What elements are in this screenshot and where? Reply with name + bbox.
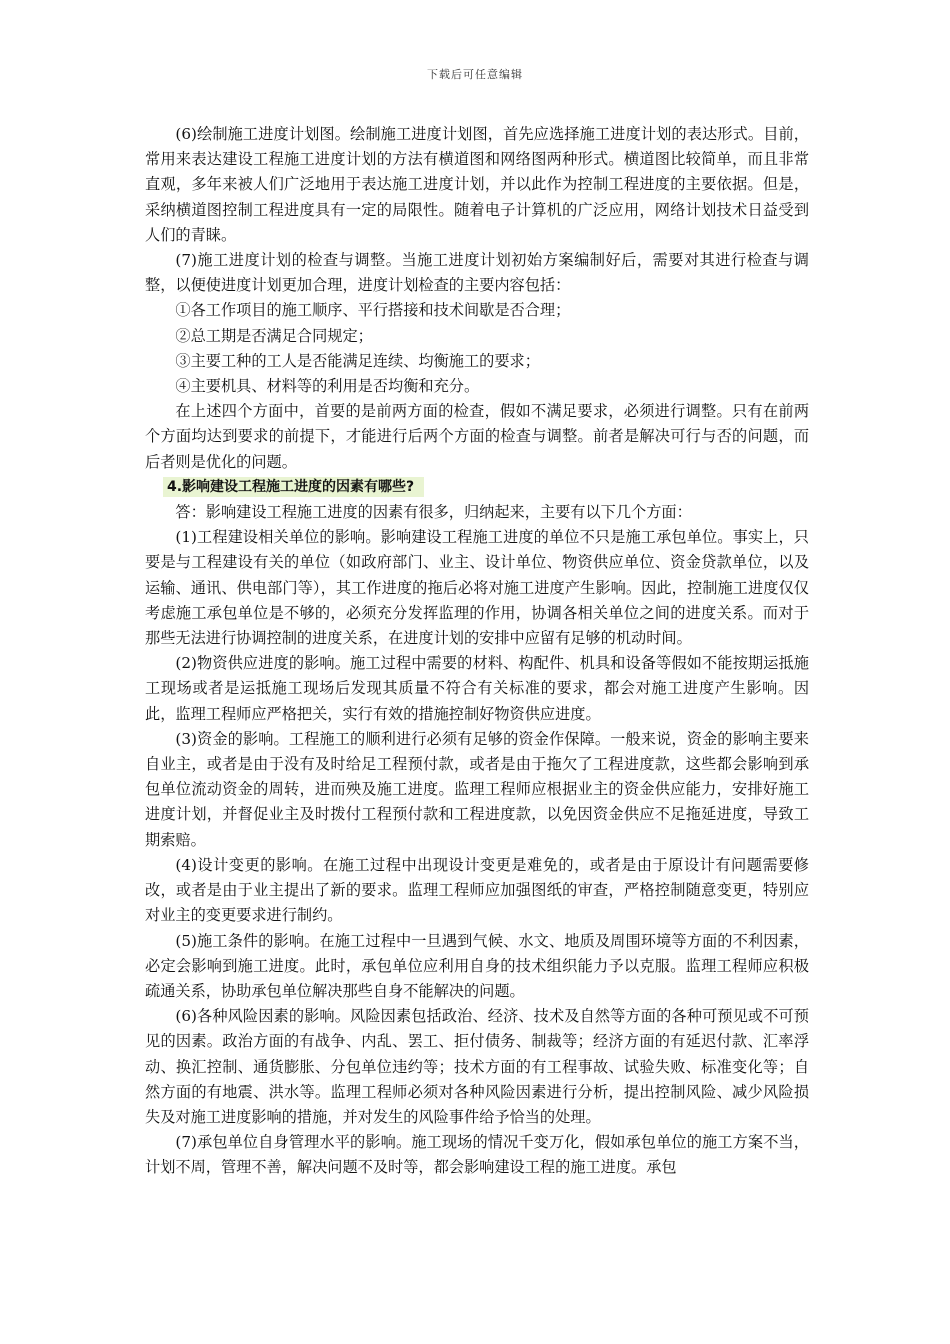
paragraph-item-6-progress-chart: (6)绘制施工进度计划图。绘制施工进度计划图，首先应选择施工进度计划的表达形式。目前，常用来表达建设工程施工进度计划的方法有横道图和网络图两种形式。横道图比较简单，而且非常直观，多年来被人们广泛地用于表达施工进度计划，并以此作为控制工程进度的主要依据。但是，采纳横道图控制工程进度具有一定的局限性。随着电子计算机的广泛应用，网络计划技术日益受到人们的青睐。	[145, 125, 809, 244]
document-body	[145, 122, 809, 1181]
factor-6-risks: (6)各种风险因素的影响。风险因素包括政治、经济、技术及自然等方面的各种可预见或不可预见的因素。政治方面的有战争、内乱、罢工、拒付债务、制裁等；经济方面的有延迟付款、汇率浮动、换汇控制、通货膨胀、分包单位违约等；技术方面的有工程事故、试验失败、标准变化等；自然方面的有地震、洪水等。监理工程师必须对各种风险因素进行分析，提出控制风险、减少风险损失及对施工进度影响的措施，并对发生的风险事件给予恰当的处理。	[145, 1007, 809, 1126]
paragraph-item-7-check-adjust: (7)施工进度计划的检查与调整。当施工进度计划初始方案编制好后，需要对其进行检查与调整，以便使进度计划更加合理，进度计划检查的主要内容包括：	[145, 251, 809, 295]
check-item-1: ①各工作项目的施工顺序、平行搭接和技术间歇是否合理；	[175, 301, 571, 320]
factor-3-funding: (3)资金的影响。工程施工的顺利进行必须有足够的资金作保障。一般来说，资金的影响主要来自业主，或者是由于没有及时给足工程预付款，或者是由于拖欠了工程进度款，这些都会影响到承包单位流动资金的周转，进而殃及施工进度。监理工程师应根据业主的资金供应能力，安排好施工进度计划，并督促业主及时拨付工程预付款和工程进度款，以免因资金供应不足拖延进度，导致工期索赔。	[145, 729, 809, 849]
factor-1-related-units: (1)工程建设相关单位的影响。影响建设工程施工进度的单位不只是施工承包单位。事实上，只要是与工程建设有关的单位（如政府部门、业主、设计单位、物资供应单位、资金贷款单位，以及运输、通讯、供电部门等），其工作进度的拖后必将对施工进度产生影响。因此，控制施工进度仅仅考虑施工承包单位是不够的，必须充分发挥监理的作用，协调各相关单位之间的进度关系。而对于那些无法进行协调控制的进度关系，在进度计划的安排中应留有足够的机动时间。	[145, 528, 809, 648]
factor-4-design-change: (4)设计变更的影响。在施工过程中出现设计变更是难免的，或者是由于原设计有问题需要修改，或者是由于业主提出了新的要求。监理工程师应加强图纸的审查，严格控制随意变更，特别应对业主的变更要求进行制约。	[145, 855, 809, 925]
section-heading-text: 4.影响建设工程施工进度的因素有哪些?	[163, 477, 424, 497]
section-heading	[145, 475, 809, 500]
check-item-2: ②总工期是否满足合同规定；	[175, 326, 373, 345]
factor-7-contractor-management: (7)承包单位自身管理水平的影响。施工现场的情况千变万化，假如承包单位的施工方案不当，计划不周，管理不善，解决问题不及时等，都会影响建设工程的施工进度。承包	[145, 1133, 809, 1177]
factor-2-material-supply: (2)物资供应进度的影响。施工过程中需要的材料、构配件、机具和设备等假如不能按期运抵施工现场或者是运抵施工现场后发现其质量不符合有关标准的要求，都会对施工进度产生影响。因此，监理工程师应严格把关，实行有效的措施控制好物资供应进度。	[145, 654, 809, 723]
paragraph-summary: 在上述四个方面中，首要的是前两方面的检查，假如不满足要求，必须进行调整。只有在前两个方面均达到要求的前提下，才能进行后两个方面的检查与调整。前者是解决可行与否的问题，而后者则是优化的问题。	[145, 402, 809, 471]
check-item-3: ③主要工种的工人是否能满足连续、均衡施工的要求；	[175, 351, 540, 370]
factor-5-site-conditions: (5)施工条件的影响。在施工过程中一旦遇到气候、水文、地质及周围环境等方面的不利因素，必定会影响到施工进度。此时，承包单位应利用自身的技术组织能力予以克服。监理工程师应积极疏通关系，协助承包单位解决那些自身不能解决的问题。	[145, 931, 809, 1000]
answer-intro: 答：影响建设工程施工进度的因素有很多，归纳起来，主要有以下几个方面：	[175, 503, 692, 522]
page-header: 下载后可任意编辑	[427, 68, 523, 81]
check-item-4: ④主要机具、材料等的利用是否均衡和充分。	[175, 377, 480, 396]
